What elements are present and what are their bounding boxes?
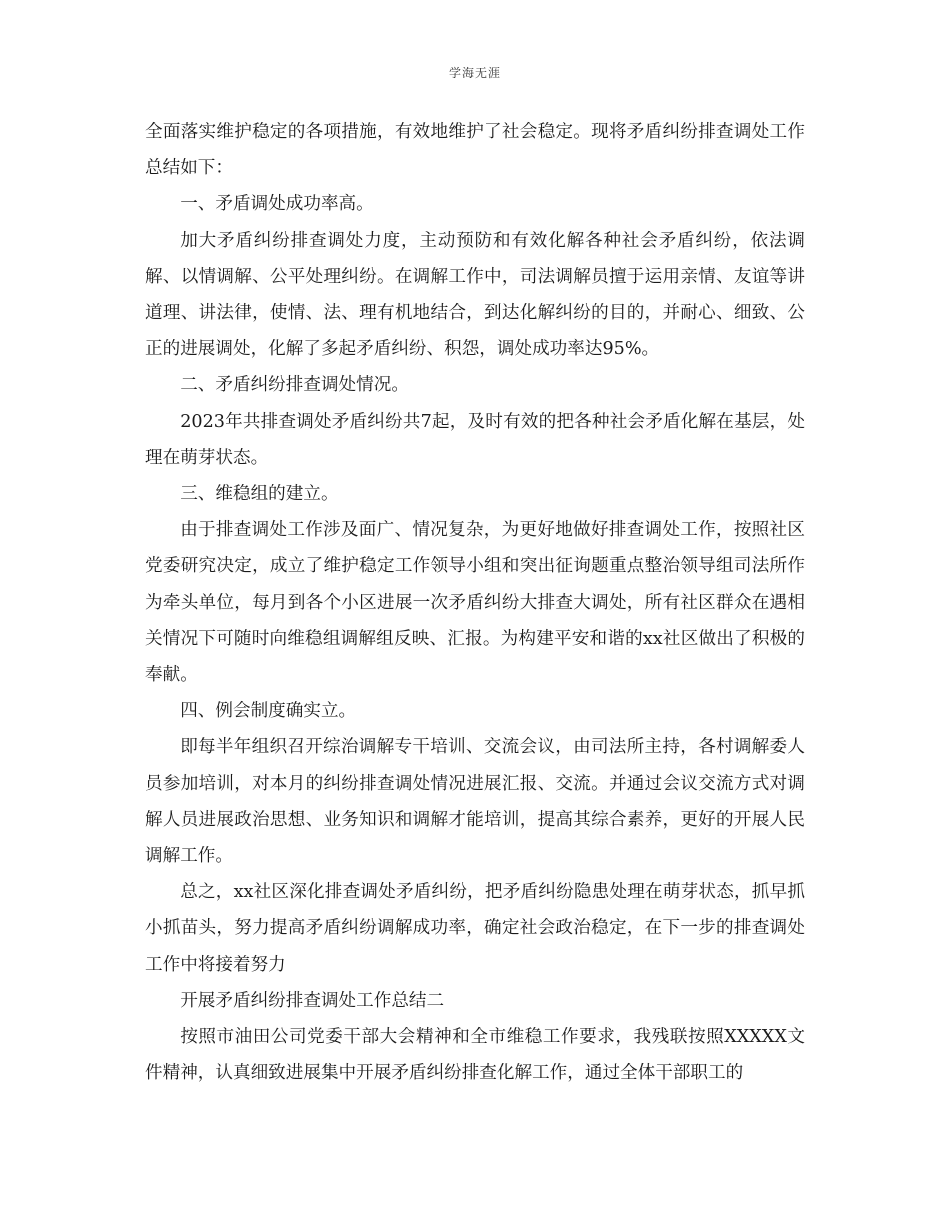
paragraph-conclusion: 总之，xx社区深化排查调处矛盾纠纷，把矛盾纠纷隐患处理在萌芽状态，抓早抓小抓苗头，努力提高矛盾纠纷调解成功率，确定社会政治稳定，在下一步的排查调处工作中将接着努力 xyxy=(145,882,805,975)
paragraph-section-4: 即每半年组织召开综治调解专干培训、交流会议，由司法所主持，各村调解委人员参加培训，对本月的纠纷排查调处情况进展汇报、交流。并通过会议交流方式对调解人员进展政治思想、业务知识和调解才能培训，提高其综合素养，更好的开展人民调解工作。 xyxy=(145,737,805,867)
section-heading-3: 三、维稳组的建立。 xyxy=(180,484,339,505)
document-body xyxy=(145,114,805,1091)
document-subtitle: 开展矛盾纠纷排查调处工作总结二 xyxy=(180,990,445,1011)
section-heading-2: 二、矛盾纠纷排查调处情况。 xyxy=(180,375,409,396)
paragraph-intro: 全面落实维护稳定的各项措施，有效地维护了社会稳定。现将矛盾纠纷排查调处工作总结如下： xyxy=(145,122,805,179)
paragraph-section-1: 加大矛盾纠纷排查调处力度，主动预防和有效化解各种社会矛盾纠纷，依法调解、以情调解、公平处理纠纷。在调解工作中，司法调解员擅于运用亲情、友谊等讲道理、讲法律，使情、法、理有机地结合，到达化解纠纷的目的，并耐心、细致、公正的进展调处，化解了多起矛盾纠纷、积怨，调处成功率达95%。 xyxy=(145,230,805,360)
section-heading-1: 一、矛盾调处成功率高。 xyxy=(180,194,374,215)
paragraph-section-2: 2023年共排查调处矛盾纠纷共7起，及时有效的把各种社会矛盾化解在基层，处理在萌芽状态。 xyxy=(145,411,805,468)
section-heading-4: 四、例会制度确实立。 xyxy=(180,701,357,722)
page-header: 学海无涯 xyxy=(448,66,501,80)
paragraph-summary-two: 按照市油田公司党委干部大会精神和全市维稳工作要求，我残联按照XXXXX文件精神，认真细致进展集中开展矛盾纠纷排查化解工作，通过全体干部职工的 xyxy=(145,1027,805,1084)
paragraph-section-3: 由于排查调处工作涉及面广、情况复杂，为更好地做好排查调处工作，按照社区党委研究决定，成立了维护稳定工作领导小组和突出征询题重点整治领导组司法所作为牵头单位，每月到各个小区进展一次矛盾纠纷大排查大调处，所有社区群众在遇相关情况下可随时向维稳组调解组反映、汇报。为构建平安和谐的xx社区做出了积极的奉献。 xyxy=(145,520,805,686)
